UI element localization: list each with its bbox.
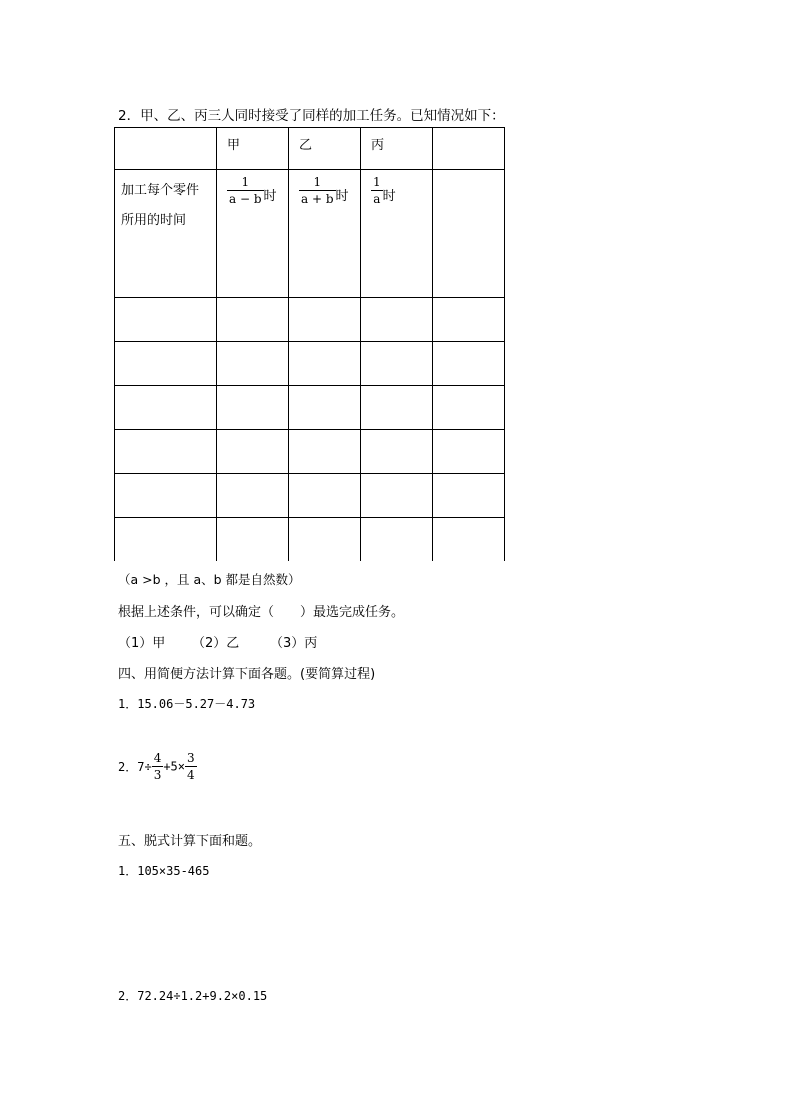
header-cell-yi: 乙 [289, 128, 361, 170]
table-row [115, 518, 505, 561]
q2-option-1: （1）甲 [118, 636, 166, 651]
fraction-four-thirds: $\frac{4}{3}$ [153, 751, 162, 782]
q2-question: 根据上述条件，可以确定（ ）最选完成任务。 [118, 605, 405, 620]
fraction-jia: $\frac{1}{a - b}$ [229, 175, 262, 206]
section5-problem-2: 2．72.24÷1.2+9.2×0.15 [118, 989, 268, 1003]
table-row [115, 430, 505, 474]
cell-yi-time: $\frac{1}{a + b}$ 时 [289, 170, 361, 298]
header-cell-empty [115, 128, 217, 170]
cell-blank-time [433, 170, 505, 298]
section4-problem-1: 1．15.06－5.27－4.73 [118, 697, 256, 711]
header-cell-blank [433, 128, 505, 170]
section5-heading: 五、脱式计算下面和题。 [118, 834, 262, 849]
fraction-yi: $\frac{1}{a + b}$ [301, 175, 334, 206]
fraction-bing: $\frac{1}{a}$ [373, 175, 381, 206]
section4-heading: 四、用简便方法计算下面各题。(要简算过程) [118, 667, 376, 682]
q2-option-3: （3）丙 [270, 636, 318, 651]
table-row [115, 298, 505, 342]
table-row [115, 342, 505, 386]
task-table [114, 127, 505, 561]
cell-bing-time: $\frac{1}{a}$ 时 [361, 170, 433, 298]
table-row-time [115, 170, 505, 298]
table-row [115, 386, 505, 430]
table-header-row [115, 128, 505, 170]
section5-problem-1: 1．105×35-465 [118, 864, 210, 878]
row-label-time: 加工每个零件 所用的时间 [115, 170, 217, 298]
section4-problem-2: 2．7÷ $\frac{4}{3}$ +5× $\frac{3}{4}$ [118, 751, 195, 782]
fraction-three-fourths: $\frac{3}{4}$ [187, 751, 195, 782]
table-row [115, 474, 505, 518]
q2-note: （a >b ，且 a、b 都是自然数） [118, 572, 301, 587]
header-cell-jia: 甲 [217, 128, 289, 170]
q2-option-2: （2）乙 [192, 636, 240, 651]
cell-jia-time: $\frac{1}{a - b}$ 时 [217, 170, 289, 298]
q2-heading: 2．甲、乙、丙三人同时接受了同样的加工任务。已知情况如下： [118, 108, 505, 124]
header-cell-bing: 丙 [361, 128, 433, 170]
